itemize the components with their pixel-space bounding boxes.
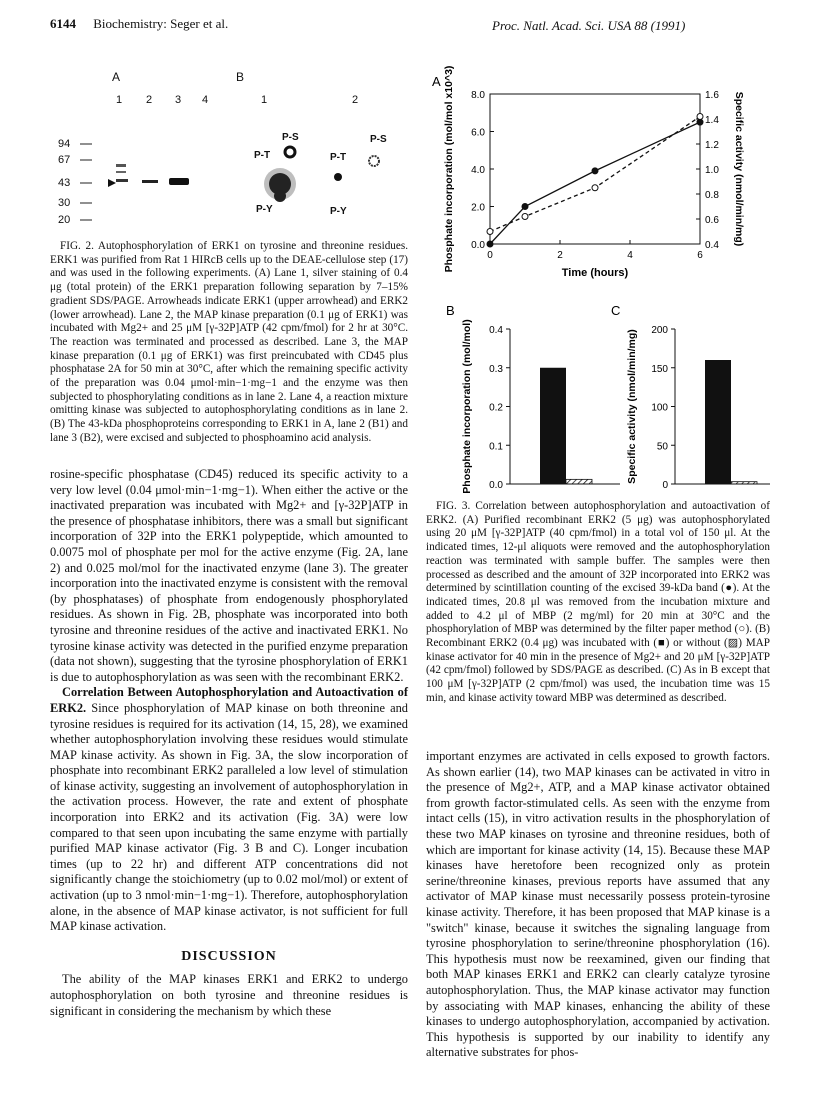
right-column-text <box>426 749 770 1061</box>
fig3-charts <box>420 64 770 494</box>
y-axis-label: Specific activity (nmol/min/mg) <box>626 329 638 484</box>
spot-label: P-S <box>370 134 387 145</box>
paragraph-body: Since phosphorylation of MAP kinase on both threonine and tyrosine residues is required for its activation (14, 15, 28), we examined whether autophosphorylation involving these residues would stimulate MAP kinase activity. As shown in Fig. 3A, the slow incorporation of phosphate into recombinant ERK2 paralleled a low level of stimulation of kinase activity, suggesting an involvement of autophosphorylation in the activation process. However, the rate and extent of phosphate incorporation into ERK2 and its activation (Fig. 3A) were low compared to that seen upon incubating the same enzyme with partially purified MAP kinase activator (Fig. 3 B and C). Longer incubation times (up to 22 hr) and different ATP concentrations did not significantly change the stoichiometry (up to 0.02 mol/mol) or extent of activation (up to 3 nmol·min−1·mg−1). Therefore, autophosphorylation alone, in the absence of MAP kinase activator, is not sufficient for full MAP kinase activation. <box>50 700 408 934</box>
y-tick-label: 0.0 <box>471 240 485 251</box>
y2-tick-label: 1.0 <box>705 165 719 176</box>
mw-marker: 67 <box>58 154 71 166</box>
x-tick-label: 2 <box>557 250 563 261</box>
y-tick-label: 0.3 <box>489 363 503 375</box>
spot-label: P-T <box>330 152 347 163</box>
y-tick-label: 50 <box>656 441 668 453</box>
data-point <box>592 185 598 191</box>
y2-tick-label: 0.8 <box>705 190 719 201</box>
y-axis-label: Phosphate incorporation (mol/mol) <box>461 319 473 494</box>
fig3-caption-text: FIG. 3. Correlation between autophosphorylation and autoactivation of ERK2. (A) Purified recombinant ERK2 (5 μg) was autophosphorylated using 20 μM [γ-32P]ATP (40 cpm/fmol) in a total vol of 150 μl. At the indicated times, 12-μl aliquots were removed and the autophosphorylation reaction was terminated with sample buffer. The samples were then processed as described and the amount of 32P incorporated into ERK2 was determined by scintillation counting of the excised 39-kDa band (●). At the indicated times, 20.8 μl was removed from the incubation mixture and added to 4.2 μl of MBP (2 mg/ml) for 20 min at 30°C and the phosphorylation of MBP was determined by the filter paper method (○). (B) Recombinant ERK2 (0.4 μg) was incubated with (■) or without (▨) MAP kinase activator for 40 min in the presence of Mg2+ and 20 μM [γ-32P]ATP (42 cpm/fmol) followed by SDS/PAGE as described. (C) As in B except that 100 μM [γ-32P]ATP (2 cpm/fmol) was used, the incubation time was 15 min, and kinase activity toward MBP was determined as described. <box>426 500 770 704</box>
fig3-panel-a-chart <box>432 66 745 279</box>
y2-tick-label: 0.4 <box>705 240 719 251</box>
fig2-gel-figure <box>50 66 420 236</box>
bar-without-activator <box>566 479 592 484</box>
spot-label: P-Y <box>256 204 273 215</box>
y2-axis-label: Specific activity (nmol/min/mg) <box>733 91 745 247</box>
y-tick-label: 0.1 <box>489 441 503 453</box>
mw-marker: 43 <box>58 177 71 189</box>
paragraph: rosine-specific phosphatase (CD45) reduced its specific activity to a very low level (0.04 μmol·min−1·mg−1). When either the active or the inactivated preparation was incubated with Mg2+ and [γ-32P]ATP in the presence of phosphatase inhibitors, there was a small but significant incorporation of 32P into the ERK1 polypeptide, which amounted to 0.0075 mol of phosphate per mol for the active enzyme (Fig. 2A, lane 2) and 0.025 mol/mol for the inactivated enzyme (lane 3). The greater incorporation into the inactivated enzyme is consistent with the removal (by phosphatases) of phosphate from endogenously phosphorylated residues. As shown in Fig. 2B, phosphate was incorporated into both tyrosine and threonine residues of the active and inactivated ERK1. No tyrosine kinase activity was detected in the purified enzyme preparation (data not shown), suggesting that the tyrosine phosphorylation of ERK1 is due to autophosphorylation as was seen with the recombinant ERK2. <box>50 467 408 684</box>
mw-marker: 20 <box>58 214 71 226</box>
y2-tick-label: 1.6 <box>705 90 719 101</box>
fig2-panel-a-label: A <box>112 70 121 84</box>
y-tick-label: 0.2 <box>489 402 503 414</box>
x-axis-label: Time (hours) <box>561 267 629 279</box>
fig2-caption-text: FIG. 2. Autophosphorylation of ERK1 on tyrosine and threonine residues. ERK1 was purified from Rat 1 HIRcB cells up to the DEAE-cellulose step (17) and was used in the following experiments. (A) Lane 1, silver staining of 0.4 μg (total protein) of the ERK1 preparation following separation by 7–15% gradient SDS/PAGE. Arrowheads indicate ERK1 (upper arrowhead) and ERK2 (lower arrowhead). Lane 2, the MAP kinase preparation (0.1 μg of ERK1) was incubated with Mg2+ and 25 μM [γ-32P]ATP (42 cpm/fmol) for 2 hr at 30°C. The reaction was terminated and processed as described. Lane 3, the MAP kinase preparation (0.1 μg of ERK1) was first preincubated with CD45 plus phosphatase 2A for 50 min at 30°C, after which the remaining specific activity of the preparation was 0.04 μmol·min−1·mg−1 and the enzyme was then subjected to phosphorylating conditions as in lane 2. Lane 4, a reaction mixture omitting kinase was subjected to autophosphorylating conditions as in lane 2. (B) The 43-kDa phosphoproteins corresponding to ERK1 in A, lane 2 (B1) and lane 3 (B2), were excised and subjected to phosphoamino acid analysis. <box>50 240 408 444</box>
y-tick-label: 4.0 <box>471 165 485 176</box>
bar-without-activator <box>731 482 757 484</box>
gel-marks <box>50 66 420 236</box>
paragraph: The ability of the MAP kinases ERK1 and ERK2 to undergo autophosphorylation on both tyrosine and threonine residues is significant in considering the mechanism by which these <box>50 972 408 1018</box>
data-point <box>592 168 598 174</box>
fig2-caption <box>50 240 408 446</box>
fig3-panel-c-chart <box>611 303 770 491</box>
mw-marker: 30 <box>58 197 71 209</box>
lane-label: 1 <box>261 94 268 106</box>
y-tick-label: 0.4 <box>489 325 503 336</box>
bar-with-activator <box>705 360 731 484</box>
data-point <box>522 214 528 220</box>
y-tick-label: 0.0 <box>489 480 503 491</box>
lane-label: 4 <box>202 94 209 106</box>
panel-label: B <box>446 303 455 318</box>
spot-label: P-T <box>254 150 271 161</box>
lane-label: 3 <box>175 94 182 106</box>
journal-citation: Proc. Natl. Acad. Sci. USA 88 (1991) <box>492 18 686 33</box>
lane-label: 2 <box>146 94 153 106</box>
arrowhead-icon <box>108 179 116 187</box>
journal-running-title: Biochemistry: Seger et al. <box>93 16 229 31</box>
data-point <box>522 204 528 210</box>
y-tick-label: 0 <box>662 480 668 491</box>
paragraph-correlation <box>50 685 408 935</box>
data-point <box>487 229 493 235</box>
lane-label: 1 <box>116 94 123 106</box>
spot-label: P-Y <box>330 206 347 217</box>
lane-label: 2 <box>352 94 359 106</box>
y2-tick-label: 1.4 <box>705 115 719 126</box>
y-tick-label: 150 <box>651 363 668 375</box>
page-header-left <box>50 16 228 32</box>
paragraph: important enzymes are activated in cells exposed to growth factors. As shown earlier (14), two MAP kinases can be activated in vitro in the presence of Mg2+, ATP, and a MAP kinase activator obtained from growth factor-stimulated cells. As seen with the enzyme from intact cells (15), in vitro activation results in the phosphorylation of these two MAP kinases on tyrosine and threonine residues, both of which are important for kinase activity (14, 15). Because these MAP kinases have heretofore been recognized only as protein serine/threonine kinases, previous reports have assumed that any activator of MAP kinase must necessarily possess protein-tyrosine kinase activity. Therefore, it has been proposed that MAP kinase is a "switch" kinase, because it switches the signaling language from tyrosine phosphorylation to serine/threonine phosphorylation (16). This hypothesis must now be reexamined, given our finding that both MAP kinases ERK1 and ERK2 can clearly catalyze tyrosine autophosphorylation. Thus, the MAP kinase activator may function by associating with MAP kinases, enhancing the ability of these kinases to undergo autophosphorylation, accompanied by activation. This hypothesis is supported by our inability to identify any alternative substrates for phos- <box>426 749 770 1060</box>
data-point <box>487 241 493 247</box>
discussion-heading: DISCUSSION <box>181 948 277 964</box>
data-point <box>697 114 703 120</box>
y-tick-label: 6.0 <box>471 127 485 139</box>
y-axis-label: Phosphate incorporation (mol/mol x10^3) <box>443 65 455 273</box>
panel-label: A <box>432 74 441 89</box>
spot-label: P-S <box>282 132 299 143</box>
section-run-in-heading: Correlation Between Autophosphorylation and Autoactivation of ERK2. <box>50 685 408 715</box>
left-column-text <box>50 467 408 1019</box>
y-tick-label: 200 <box>651 325 668 336</box>
x-tick-label: 6 <box>697 250 703 261</box>
x-tick-label: 4 <box>627 250 633 261</box>
page-number: 6144 <box>50 16 76 31</box>
series-line-phosphate <box>490 122 700 244</box>
data-point <box>697 119 703 125</box>
mw-marker: 94 <box>58 138 71 150</box>
fig3-caption <box>426 500 770 706</box>
y2-tick-label: 0.6 <box>705 215 719 226</box>
fig3-panel-b-chart <box>446 303 620 494</box>
panel-label: C <box>611 303 621 318</box>
y2-tick-label: 1.2 <box>705 140 719 151</box>
y-tick-label: 100 <box>651 402 668 414</box>
fig2-panel-b-label: B <box>236 70 245 84</box>
y-tick-label: 2.0 <box>471 202 485 214</box>
y-tick-label: 8.0 <box>471 90 485 101</box>
x-tick-label: 0 <box>487 250 493 261</box>
bar-with-activator <box>540 368 566 484</box>
